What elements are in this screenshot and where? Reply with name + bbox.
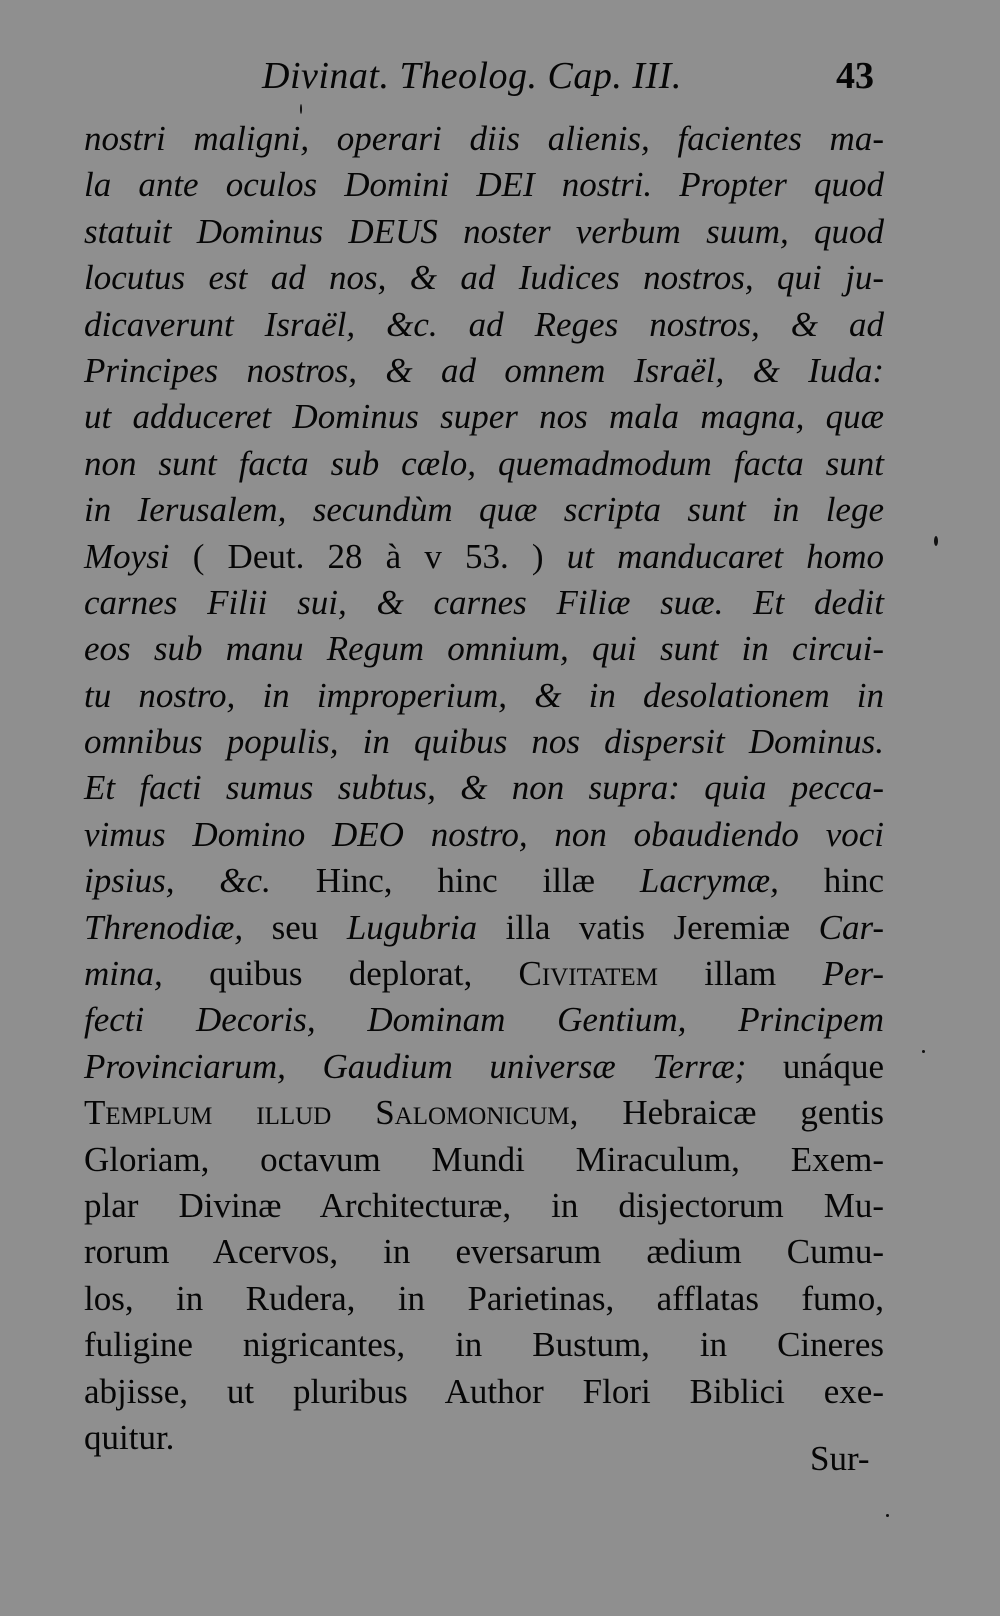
text-line: non sunt facta sub cælo, quemadmodum facta sunt: [84, 443, 884, 483]
text-line: [84, 1044, 884, 1090]
text-line: la ante oculos Domini DEI nostri. Propter quod: [84, 165, 884, 205]
text-line: Principes nostros, & ad omnem Israël, & Iuda:: [84, 350, 884, 390]
running-title: Divinat. Theolog. Cap. III.: [262, 55, 682, 97]
text-line: rorum Acervos, in eversarum ædium Cumu-: [84, 1232, 884, 1272]
line-segment: Templum illud Salomonicum,: [84, 1093, 579, 1133]
ink-speck: [886, 1514, 889, 1517]
line-segment: Hinc, hinc illæ: [315, 861, 595, 901]
line-segment: Lacrymæ,: [639, 861, 779, 901]
text-line: vimus Domino DEO nostro, non obaudiendo voci: [84, 814, 884, 854]
ink-speck: [922, 1050, 925, 1053]
line-segment: Lugubria: [346, 907, 478, 947]
line-segment: seu: [271, 907, 319, 947]
text-line: Et facti sumus subtus, & non supra: quia pecca-: [84, 768, 884, 808]
text-line: statuit Dominus DEUS noster verbum suum, quod: [84, 211, 884, 251]
text-line: ut adduceret Dominus super nos mala magna, quæ: [84, 397, 884, 437]
line-segment: Provinciarum, Gaudium universæ Terræ;: [84, 1046, 747, 1086]
text-line: carnes Filii sui, & carnes Filiæ suæ. Et dedit: [84, 582, 884, 622]
line-segment: Civitatem: [518, 954, 658, 994]
line-segment: quibus deplorat,: [209, 954, 473, 994]
line-segment: Hebraicæ gentis: [622, 1093, 884, 1133]
text-line: plar Divinæ Architecturæ, in disjectorum Mu-: [84, 1185, 884, 1225]
body-text: [84, 116, 884, 1461]
text-line: fecti Decoris, Dominam Gentium, Principem: [84, 1000, 884, 1040]
text-line: omnibus populis, in quibus nos dispersit Dominus.: [84, 722, 884, 762]
text-line: los, in Rudera, in Parietinas, afflatas fumo,: [84, 1278, 884, 1318]
line-segment: ipsius, &c.: [84, 861, 271, 901]
page-number: 43: [836, 55, 874, 97]
text-line: [84, 534, 884, 580]
ink-speck: [934, 536, 938, 546]
line-segment: illa vatis Jeremiæ: [505, 907, 791, 947]
text-line: dicaverunt Israël, &c. ad Reges nostros, & ad: [84, 304, 884, 344]
text-line: in Ierusalem, secundùm quæ scripta sunt in lege: [84, 490, 884, 530]
text-line: nostri maligni, operari diis alienis, facientes ma-: [84, 119, 884, 158]
running-head: [0, 46, 1000, 106]
text-line: eos sub manu Regum omnium, qui sunt in circui-: [84, 629, 884, 669]
line-segment: mina,: [84, 954, 163, 994]
text-line: tu nostro, in improperium, & in desolationem in: [84, 675, 884, 715]
ink-speck: [300, 104, 302, 114]
text-line: [84, 1090, 884, 1136]
line-segment: Per-: [822, 954, 885, 994]
text-line: [84, 858, 884, 904]
text-line: quitur.: [84, 1417, 175, 1457]
text-line: abjisse, ut pluribus Author Flori Biblici exe-: [84, 1371, 884, 1411]
text-line: [84, 951, 884, 997]
line-segment: unáque: [782, 1046, 884, 1086]
line-segment: ut manducaret homo: [566, 536, 884, 576]
line-segment: Car-: [818, 907, 885, 947]
line-segment: illam: [704, 954, 777, 994]
scripture-reference: ( Deut. 28 à v 53. ): [192, 536, 544, 576]
line-segment: Threnodiæ,: [84, 907, 244, 947]
text-line: fuligine nigricantes, in Bustum, in Cineres: [84, 1325, 884, 1365]
line-segment: hinc: [823, 861, 885, 901]
catchword: Sur-: [810, 1439, 870, 1478]
text-line: [84, 905, 884, 951]
line-segment: Moysi: [84, 536, 170, 576]
text-line: locutus est ad nos, & ad Iudices nostros, qui ju-: [84, 258, 884, 298]
text-line: Gloriam, octavum Mundi Miraculum, Exem-: [84, 1139, 884, 1179]
